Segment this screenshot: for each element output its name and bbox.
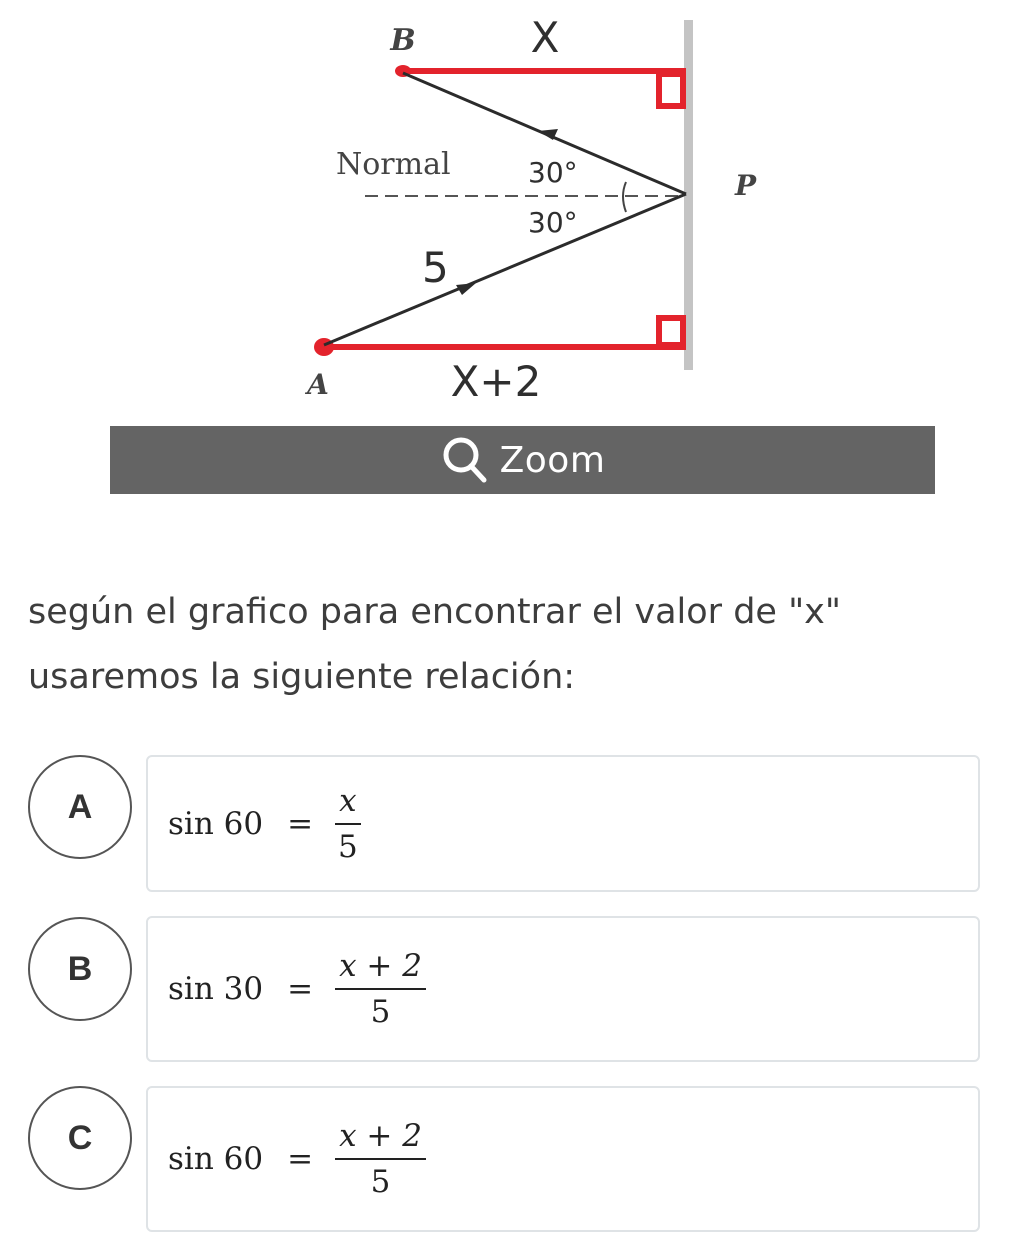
option-b-fraction xyxy=(335,948,426,1030)
incident-arrow-icon xyxy=(456,283,476,295)
option-b-fn: sin 30 xyxy=(168,971,264,1007)
reflection-diagram xyxy=(0,0,1011,420)
label-normal: Normal xyxy=(336,147,451,182)
option-c-formula xyxy=(168,1118,426,1200)
diagram-svg xyxy=(0,0,1011,420)
option-c-fraction xyxy=(335,1118,426,1200)
question-text: según el grafico para encontrar el valor de "x" usaremos la siguiente relación: xyxy=(28,592,841,697)
zoom-label: Zoom xyxy=(499,439,606,481)
option-a-letter[interactable]: A xyxy=(28,755,132,859)
option-a-box[interactable] xyxy=(146,755,980,892)
label-a: A xyxy=(307,368,329,401)
option-a-fn: sin 60 xyxy=(168,806,264,842)
label-x: X xyxy=(530,13,560,62)
option-a-formula xyxy=(168,783,361,865)
option-b-box[interactable] xyxy=(146,916,980,1062)
zoom-button[interactable] xyxy=(110,426,935,494)
option-b-letter[interactable]: B xyxy=(28,917,132,1021)
option-c[interactable] xyxy=(28,1086,980,1232)
option-c-numerator: x + 2 xyxy=(335,1118,426,1160)
label-x-plus-2: X+2 xyxy=(450,357,542,406)
option-a-eq: = xyxy=(287,806,314,842)
label-angle-bottom: 30° xyxy=(528,206,578,239)
option-b[interactable] xyxy=(28,916,980,1062)
option-c-box[interactable] xyxy=(146,1086,980,1232)
option-b-eq: = xyxy=(287,971,314,1007)
option-a-numerator: x xyxy=(335,783,360,825)
option-c-eq: = xyxy=(287,1141,314,1177)
label-b: B xyxy=(390,23,416,58)
option-b-denominator: 5 xyxy=(370,994,391,1030)
option-c-denominator: 5 xyxy=(370,1164,391,1200)
magnifier-icon xyxy=(440,435,490,485)
option-b-numerator: x + 2 xyxy=(335,948,426,990)
label-length-5: 5 xyxy=(422,243,449,292)
option-a-fraction xyxy=(335,783,360,865)
option-c-letter[interactable]: C xyxy=(28,1086,132,1190)
right-angle-bottom xyxy=(659,318,683,345)
option-a-denominator: 5 xyxy=(337,829,358,865)
label-angle-top: 30° xyxy=(528,156,578,189)
incident-ray xyxy=(324,194,686,345)
option-c-fn: sin 60 xyxy=(168,1141,264,1177)
right-angle-top xyxy=(659,74,683,106)
option-b-formula xyxy=(168,948,426,1030)
option-a[interactable] xyxy=(28,755,980,892)
label-p: P xyxy=(735,169,757,202)
